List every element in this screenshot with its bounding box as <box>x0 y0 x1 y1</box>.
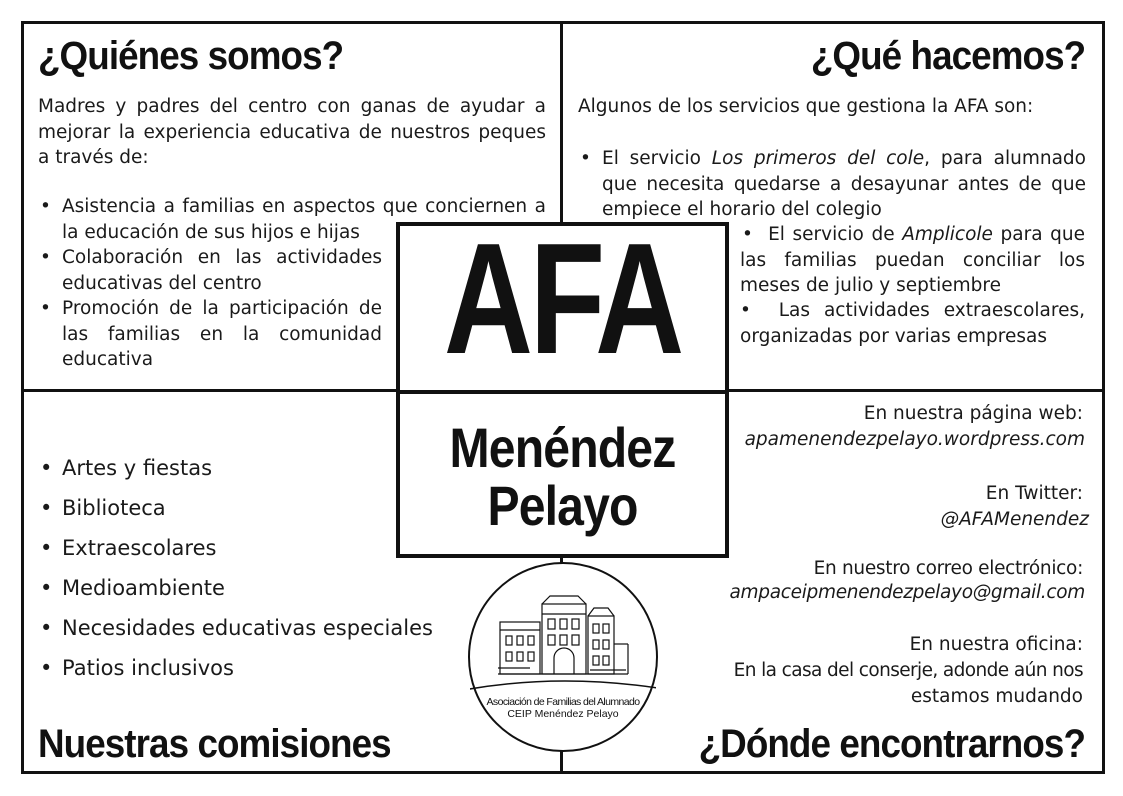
twitter-link[interactable]: @AFAMenendez <box>940 509 1089 530</box>
web-link[interactable]: apamenendezpelayo.wordpress.com <box>744 429 1085 450</box>
service-text: El servicio <box>602 148 712 169</box>
list-item-text: Asistencia a familias en aspectos que conciernen a la educación de sus hijos e hijas <box>62 196 546 243</box>
web-label: En nuestra página web: <box>863 403 1083 424</box>
service-extraescolares <box>740 298 1085 349</box>
quienes-intro: Madres y padres del centro con ganas de ayudar a mejorar la experiencia educativa de nuestros peques a través de: <box>38 96 546 168</box>
logo-caption-line1: Asociación de Familias del Alumnado <box>486 696 640 708</box>
list-item: • Artes y fiestas <box>38 448 458 488</box>
email-label: En nuestro correo electrónico: <box>813 558 1083 579</box>
service-name: Los primeros del cole <box>711 148 925 169</box>
afa-acronym: AFA <box>443 211 682 387</box>
comisiones-list <box>38 448 458 688</box>
contacto-title: ¿Dónde encontrarnos? <box>698 722 1085 766</box>
office-line1: En la casa del conserje, adonde aún nos <box>733 660 1083 681</box>
twitter-label: En Twitter: <box>985 483 1083 504</box>
service-text: , para alumnado que necesita quedarse a desayunar antes de que empiece el horario del colegio <box>602 148 1086 220</box>
logo-caption-line2: CEIP Menéndez Pelayo <box>507 708 619 720</box>
email-link[interactable]: ampaceipmenendezpelayo@gmail.com <box>729 582 1085 603</box>
que-hacemos-intro: Algunos de los servicios que gestiona la AFA son: <box>578 96 1034 117</box>
quienes-title: ¿Quiénes somos? <box>38 34 344 78</box>
list-item: • Necesidades educativas especiales <box>38 608 458 648</box>
office-line2: estamos mudando <box>910 686 1083 707</box>
list-item <box>38 296 382 373</box>
school-building-icon <box>470 564 656 750</box>
service-text: El servicio de <box>768 224 903 245</box>
school-name-line2: Pelayo <box>487 474 638 537</box>
list-item: • Medioambiente <box>38 568 458 608</box>
list-item <box>38 245 382 296</box>
que-hacemos-title: ¿Qué hacemos? <box>810 34 1085 78</box>
service-amplicole <box>740 222 1085 299</box>
service-name: Amplicole <box>902 224 993 245</box>
comisiones-title: Nuestras comisiones <box>38 722 391 766</box>
list-item: • Patios inclusivos <box>38 648 458 688</box>
list-item-text: Colaboración en las actividades educativas del centro <box>62 247 382 294</box>
list-item-text: Promoción de la participación de las familias en la comunidad educativa <box>62 298 382 370</box>
center-divider <box>400 390 725 394</box>
office-label: En nuestra oficina: <box>909 634 1083 655</box>
service-text: para que las familias puedan conciliar los meses de julio y septiembre <box>740 224 1085 296</box>
association-logo <box>468 562 658 752</box>
list-item: • Biblioteca <box>38 488 458 528</box>
bullet-glyph: • <box>740 300 779 321</box>
afa-center-box <box>396 211 729 558</box>
school-name-line1: Menéndez <box>449 416 676 479</box>
list-item: • Extraescolares <box>38 528 458 568</box>
logo-caption <box>470 696 656 720</box>
bullet-glyph: • <box>742 224 769 245</box>
service-text: Las actividades extraescolares, organizadas por varias empresas <box>740 300 1085 347</box>
